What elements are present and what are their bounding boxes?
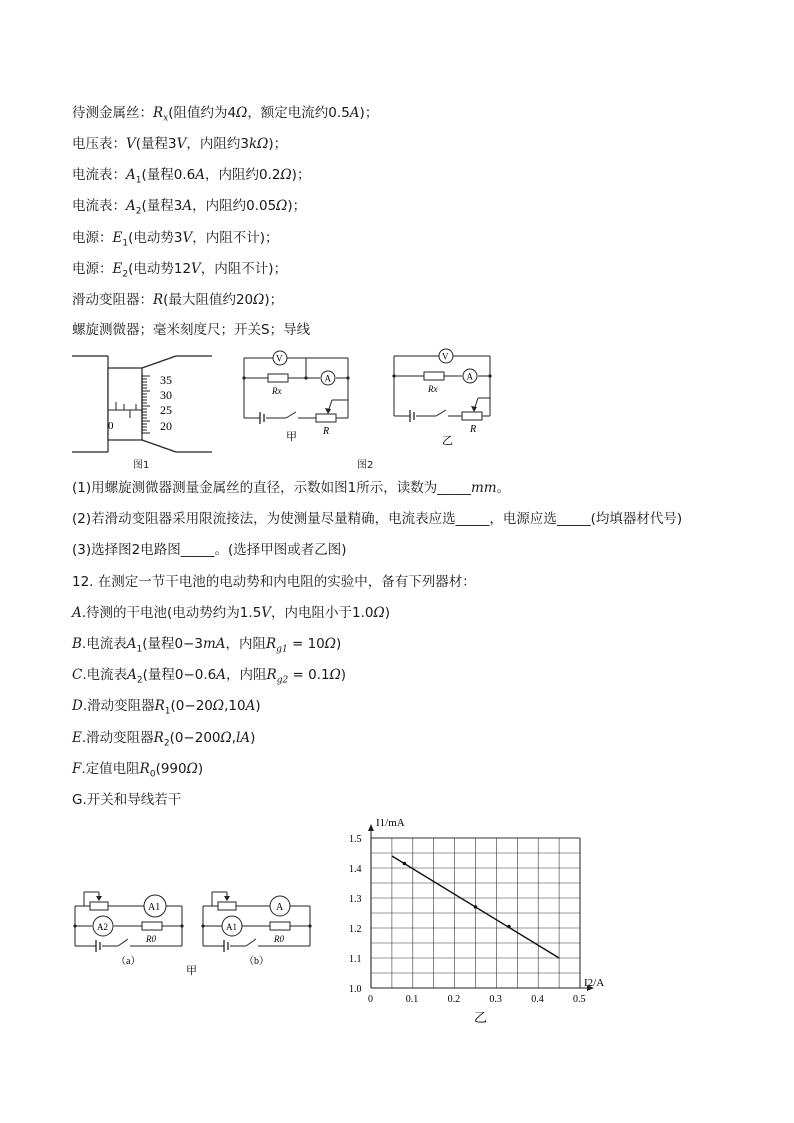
data-point [507,925,511,929]
yi-rx-label: Rx [428,384,438,394]
material-source-e1: 电源：$E_1$(电动势3V，内阻不计)； [72,230,279,249]
q12-item-a: A.待测的干电池(电动势约为1.5V，内电阻小于1.0Ω) [72,605,390,621]
svg-text:A: A [276,902,284,913]
chart-x-label: I2/A [584,977,605,989]
chart-ticks [349,834,586,1005]
micrometer-tick-25: 25 [160,403,172,417]
yi-v-label: V [442,351,449,362]
q12-stem: 12. 在测定一节干电池的电动势和内电阻的实验中，备有下列器材： [72,574,476,590]
micrometer-figure [72,352,222,456]
y-tick-label: 1.2 [349,924,362,935]
chart-y-label: I1/mA [376,817,405,829]
yi-r-label: R [470,424,477,435]
micrometer-zero: 0 [108,420,114,432]
x-tick-label: 0 [368,994,373,1005]
yi-label: 乙 [442,435,453,447]
q12-item-g: G.开关和导线若干 [72,792,182,808]
chart-caption: 乙 [474,1010,488,1025]
fig-a-caption: （a） [116,956,141,967]
x-tick-label: 0.3 [489,994,502,1005]
material-tools: 螺旋测微器；毫米刻度尺；开关S；导线 [72,322,311,338]
y-axis-arrow [368,824,374,831]
question-1: (1)用螺旋测微器测量金属丝的直径，示数如图1所示，读数为_____mm。 [72,480,511,496]
fig-a-a1-label: A1 [148,902,161,913]
y-tick-label: 1.4 [349,864,362,875]
y-tick-label: 1.0 [349,984,362,995]
material-ammeter-a2: 电流表：$A_2$(量程3A，内阻约0.05Ω)； [72,198,307,217]
circuit-jia [236,350,366,450]
jia-v-label: V [276,353,283,364]
q12-item-f: F.定值电阻$R_0(990\Omega)$ [72,761,204,780]
x-tick-label: 0.4 [531,994,544,1005]
circuit-fig-jia [70,884,320,978]
fig1-caption: 图1 [133,460,150,471]
fig-b-caption: （b） [244,956,269,967]
fig-jia-caption: 甲 [186,965,197,977]
q12-item-d: D.滑动变阻器$R_1(0-20\Omega,10A)$ [72,698,261,717]
x-tick-label: 0.5 [573,994,586,1005]
jia-label: 甲 [286,431,297,443]
jia-rx-label: Rx [272,386,282,396]
circuit-yi [386,348,506,458]
micrometer-tick-30: 30 [160,388,172,402]
i1-i2-chart [340,812,630,1028]
x-tick-label: 0.1 [405,994,419,1005]
y-tick-label: 1.3 [349,894,362,905]
question-2: (2)若滑动变阻器采用限流接法，为使测量尽量精确，电流表应选_____，电源应选_____(均填器材代号) [72,511,683,527]
fig-b-r0-label: R0 [274,934,284,944]
fig2-caption: 图2 [357,460,374,471]
material-source-e2: 电源：$E_2$(电动势12V，内阻不计)； [72,261,288,280]
fig-b-a1-label: A1 [226,922,237,932]
fig-a-a2-label: A2 [97,922,108,932]
chart-grid [368,824,594,991]
data-point [403,862,407,866]
micrometer-tick-35: 35 [160,373,172,387]
material-rx: 待测金属丝：$R_x$(阻值约为4Ω，额定电流约0.5A)； [72,105,379,124]
yi-a-label: A [466,371,473,382]
q12-item-e: E.滑动变阻器$R_2(0-200\Omega,lA)$ [72,730,256,749]
material-voltmeter: 电压表：V(量程3V，内阻约3kΩ)； [72,136,288,152]
fig-a-r0-label: R0 [146,934,156,944]
question-3: (3)选择图2电路图_____。(选择甲图或者乙图) [72,542,347,558]
jia-a-label: A [324,373,331,384]
jia-r-label: R [323,426,330,437]
data-point [474,905,478,909]
x-tick-label: 0.2 [447,994,461,1005]
q12-item-b: B.电流表$A_1$(量程0−3mA，内阻$R_{g1} = 10\Omega$) [72,636,342,655]
material-rheostat: 滑动变阻器：R(最大阻值约20Ω)； [72,292,284,308]
material-ammeter-a1: 电流表：$A_1$(量程0.6A，内阻约0.2Ω)； [72,167,311,186]
y-tick-label: 1.5 [349,834,362,845]
micrometer-tick-20: 20 [160,419,172,433]
y-tick-label: 1.1 [349,954,362,965]
q12-item-c: C.电流表$A_2$(量程0−0.6A，内阻$R_{g2} = 0.1\Omega$) [72,667,347,686]
